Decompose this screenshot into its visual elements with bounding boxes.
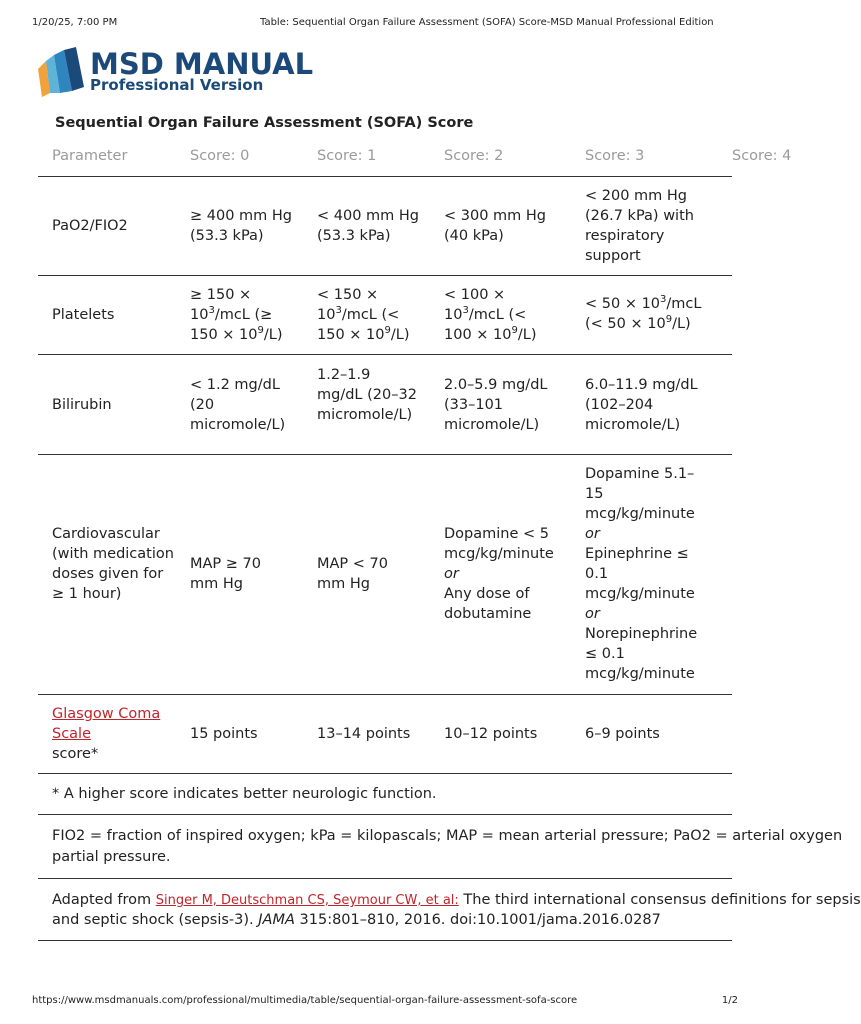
row-platelets-score0: ≥ $150 \times 10^3$/mcL (≥ $150 \times 10^9/L$) — [190, 287, 283, 343]
citation-authors-link[interactable]: Singer M, Deutschman CS, Seymour CW, et al: — [155, 893, 459, 908]
print-date: 1/20/25, 7:00 PM — [32, 17, 118, 28]
row-gcs-score0: 15 points — [190, 726, 258, 742]
table-divider — [38, 773, 732, 774]
row-pao2-score1: < 400 mm Hg (53.3 kPa) — [317, 208, 420, 244]
header-parameter: Parameter — [52, 148, 128, 164]
logo-mark-icon — [36, 47, 86, 97]
row-gcs-score3: 6–9 points — [585, 726, 660, 742]
table-title: Sequential Organ Failure Assessment (SOFA) Score — [55, 115, 474, 131]
table-divider — [38, 275, 732, 276]
table-divider — [38, 176, 732, 177]
row-pao2-param: PaO2/FIO2 — [52, 218, 128, 234]
header-score-4: Score: 4 — [732, 148, 792, 164]
table-divider — [38, 814, 732, 815]
row-bilirubin-param: Bilirubin — [52, 397, 112, 413]
row-platelets-score1: < $150 \times 10^3$/mcL (< $150 \times 10^9/L$) — [317, 287, 410, 343]
header-score-1: Score: 1 — [317, 148, 377, 164]
row-cardio-score1: MAP < 70 mm Hg — [317, 556, 388, 592]
row-gcs-score1: 13–14 points — [317, 726, 411, 742]
footnote-neuro: * A higher score indicates better neurologic function. — [52, 786, 437, 802]
row-bilirubin-score2: 2.0–5.9 mg/dL (33–101 micromole/L) — [444, 377, 548, 433]
row-pao2-score3: < 200 mm Hg (26.7 kPa) with respiratory support — [585, 188, 694, 264]
row-pao2-score0: ≥ 400 mm Hg (53.3 kPa) — [190, 208, 293, 244]
row-cardio-param: Cardiovascular (with medication doses given for ≥ 1 hour) — [52, 526, 174, 602]
table-divider — [38, 878, 732, 879]
sofa-table — [38, 138, 861, 950]
table-divider — [38, 940, 732, 941]
footnote-abbrev-line1: FIO2 = fraction of inspired oxygen; kPa = kilopascals; MAP = mean arterial pressure; PaO2 = arterial oxygen — [52, 828, 843, 844]
row-cardio-score3: Dopamine 5.1–15 mcg/kg/minute or Epinephrine ≤ 0.1 mcg/kg/minute or Norepinephrine ≤ 0.1 mcg/kg/minute — [585, 466, 698, 682]
glasgow-coma-scale-link[interactable]: Glasgow Coma Scale — [52, 706, 161, 742]
row-platelets-param: Platelets — [52, 307, 115, 323]
table-divider — [38, 454, 732, 455]
header-score-2: Score: 2 — [444, 148, 504, 164]
row-cardio-score2: Dopamine < 5 mcg/kg/minute or Any dose of dobutamine — [444, 526, 554, 622]
print-footer — [32, 995, 738, 1009]
row-pao2-score2: < 300 mm Hg (40 kPa) — [444, 208, 547, 244]
row-bilirubin-score3: 6.0–11.9 mg/dL (102–204 micromole/L) — [585, 377, 698, 433]
header-score-3: Score: 3 — [585, 148, 645, 164]
row-gcs-score2: 10–12 points — [444, 726, 538, 742]
footnote-abbrev-line2: partial pressure. — [52, 849, 171, 865]
header-score-0: Score: 0 — [190, 148, 250, 164]
row-gcs-param: Glasgow Coma Scale score* — [52, 706, 161, 762]
print-page-number: 1/2 — [721, 995, 738, 1006]
print-url: https://www.msdmanuals.com/professional/multimedia/table/sequential-organ-failure-assessment-sofa-score — [32, 995, 578, 1006]
row-cardio-score0: MAP ≥ 70 mm Hg — [190, 556, 261, 592]
logo-edition-text: Professional Version — [90, 76, 264, 94]
print-doc-title: Table: Sequential Organ Failure Assessment (SOFA) Score-MSD Manual Professional Edition — [260, 17, 714, 28]
row-platelets-score2: < $100 \times 10^3$/mcL (< $100 \times 10^9/L$) — [444, 287, 537, 343]
row-bilirubin-score0: < 1.2 mg/dL (20 micromole/L) — [190, 377, 286, 433]
citation-line2: and septic shock (sepsis-3). JAMA 315:801–810, 2016. doi:10.1001/jama.2016.0287 — [52, 912, 661, 928]
print-header — [32, 17, 738, 31]
logo-brand-text: MSD MANUAL — [90, 47, 314, 81]
table-divider — [38, 354, 732, 355]
citation-line1: Adapted from Singer M, Deutschman CS, Seymour CW, et al: The third international consensus definitions for sepsis — [52, 892, 861, 908]
msd-manual-logo[interactable] — [36, 47, 336, 99]
row-bilirubin-score1: 1.2–1.9 mg/dL (20–32 micromole/L) — [317, 367, 417, 423]
table-divider — [38, 694, 732, 695]
row-platelets-score3: < $50 \times 10^3$/mcL (< $50 \times 10^9/L$) — [585, 294, 702, 332]
